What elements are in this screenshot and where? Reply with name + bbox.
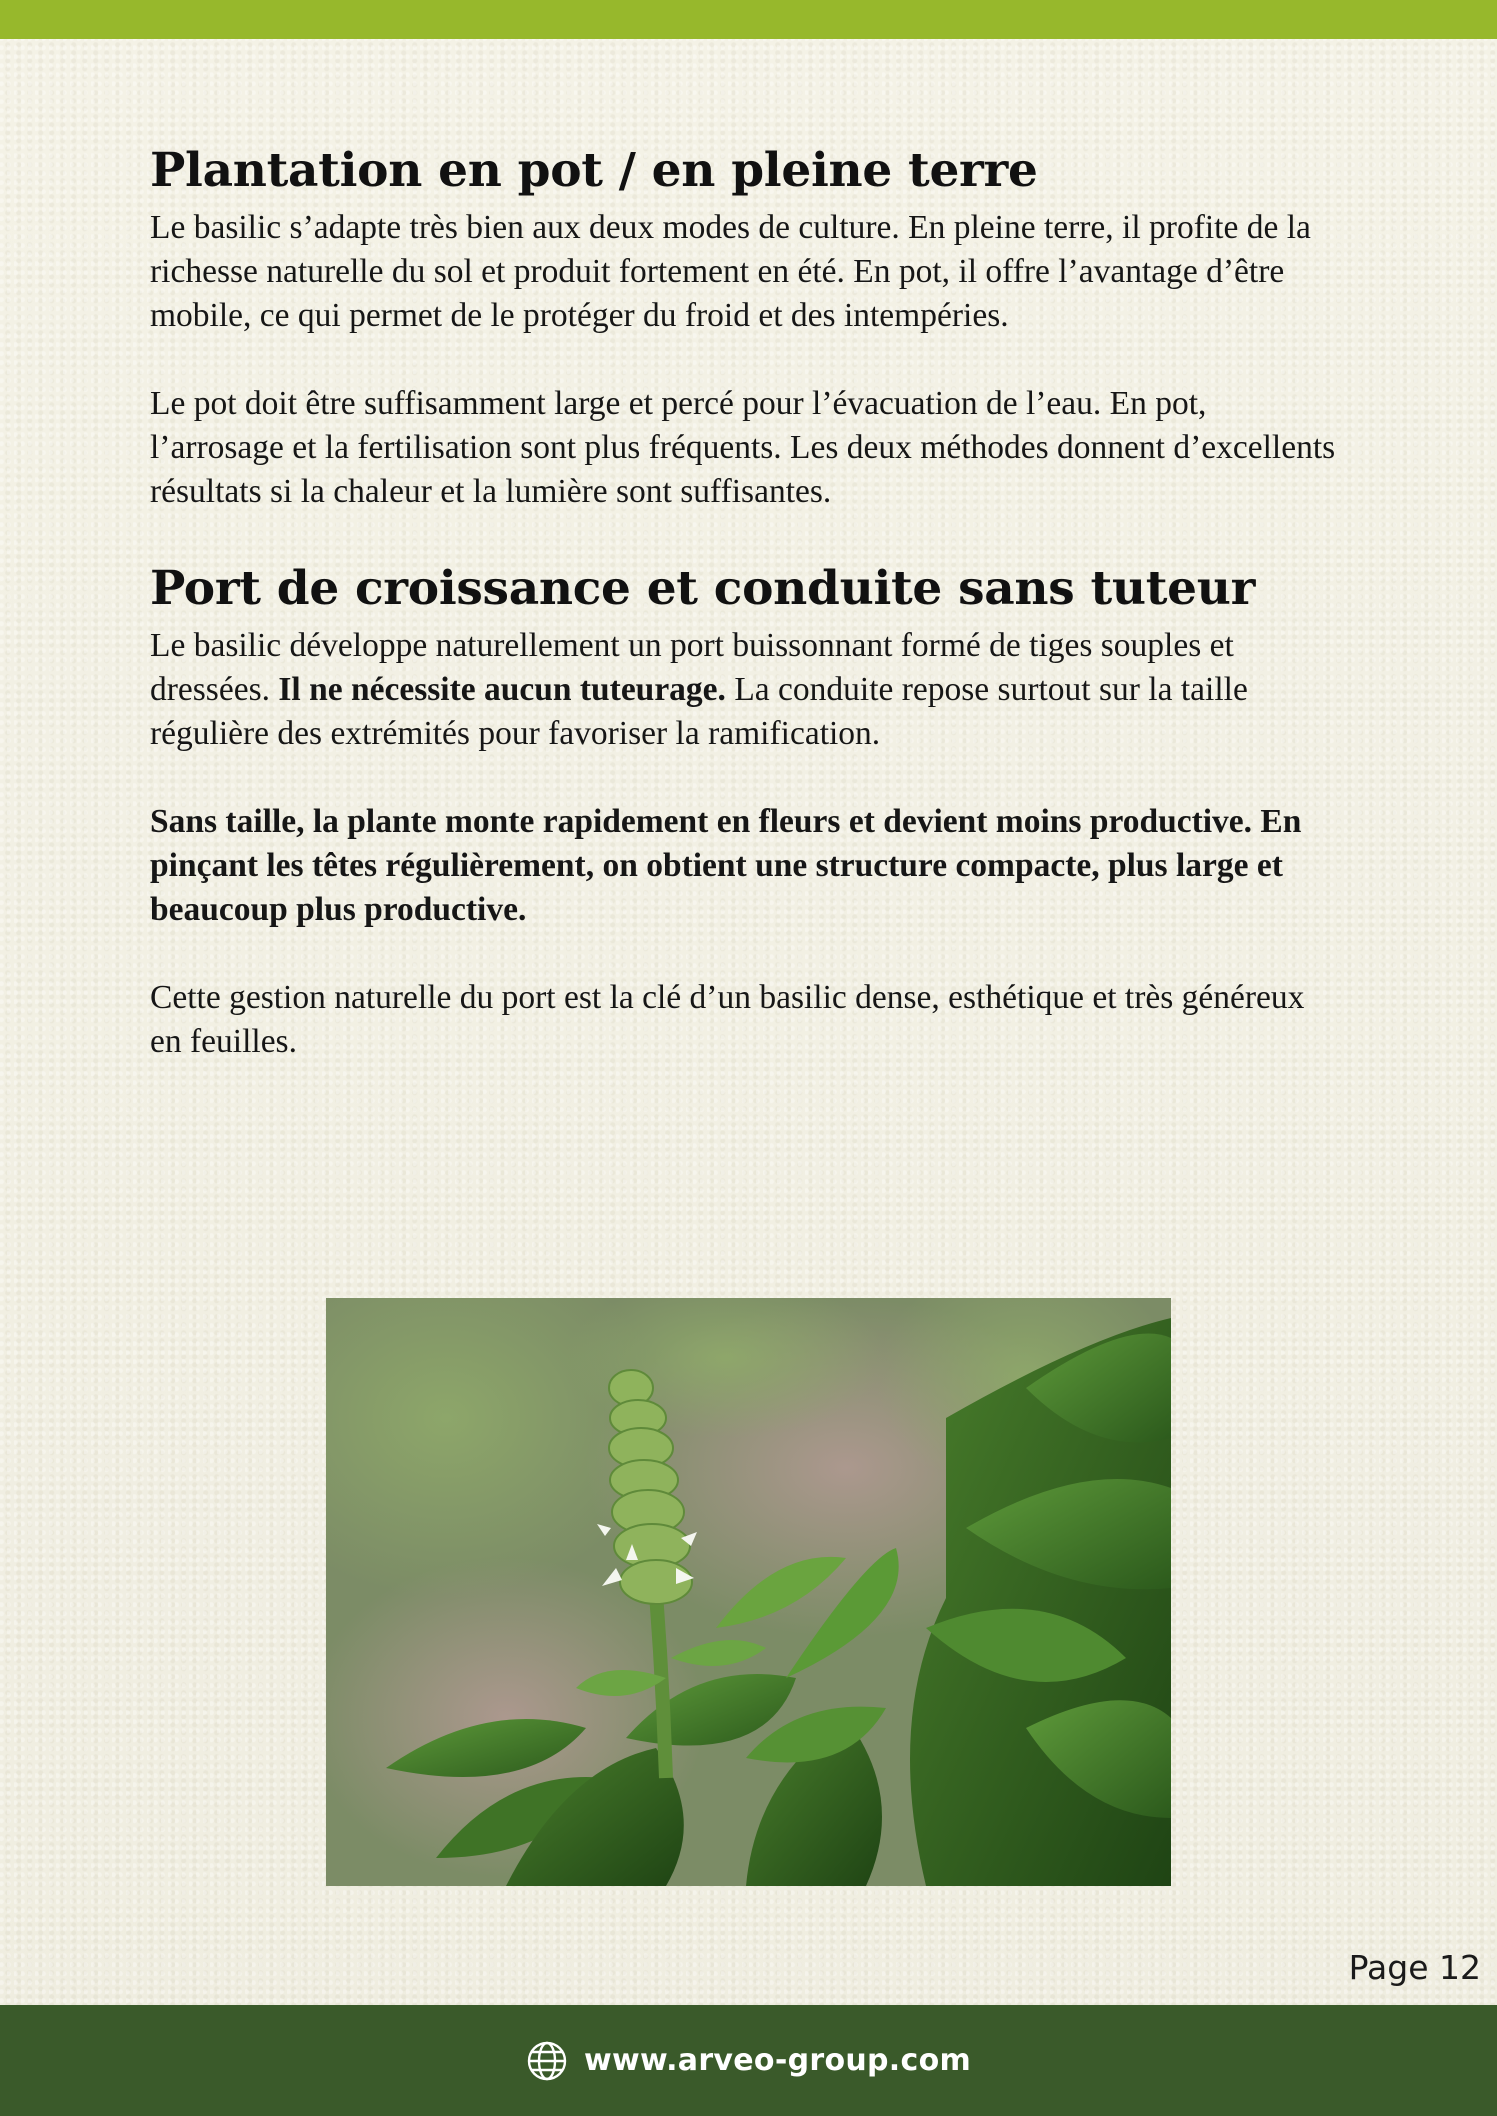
basil-flower-photo xyxy=(326,1298,1171,1886)
globe-icon xyxy=(526,2040,568,2082)
paragraph-conclusion: Cette gestion naturelle du port est la clé d’un basilic dense, esthétique et très généreux en feuilles. xyxy=(150,979,1305,1060)
page-content xyxy=(150,140,1340,1064)
section-title-planting: Plantation en pot / en pleine terre xyxy=(150,143,1038,198)
paragraph-pruning-emphasis: Sans taille, la plante monte rapidement en fleurs et devient moins productive. En pinçant les têtes régulièrement, on obtient une structure compacte, plus large et beaucoup plus productive. xyxy=(150,803,1302,928)
paragraph-planting-modes: Le basilic s’adapte très bien aux deux modes de culture. En pleine terre, il profite de la richesse naturelle du sol et produit fortement en été. En pot, il offre l’avantage d’être mobile, ce qui permet de le protéger du froid et des intempéries. xyxy=(150,209,1311,334)
paragraph-growth-habit xyxy=(150,624,1340,756)
footer-link[interactable] xyxy=(526,2040,971,2082)
growth-text-bold: Il ne nécessite aucun tuteurage. xyxy=(278,671,726,708)
website-url[interactable]: www.arveo-group.com xyxy=(583,2043,972,2078)
top-accent-bar xyxy=(0,0,1497,39)
footer-bar xyxy=(0,2005,1497,2116)
section-title-growth: Port de croissance et conduite sans tuteur xyxy=(150,561,1256,616)
growth-text-start: Le basilic développe naturellement un port buissonnant formé de tiges souples et dressées. xyxy=(150,627,1234,708)
paragraph-pot-requirements: Le pot doit être suffisamment large et percé pour l’évacuation de l’eau. En pot, l’arrosage et la fertilisation sont plus fréquents. Les deux méthodes donnent d’excellents résultats si la chaleur et la lumière sont suffisantes. xyxy=(150,385,1336,510)
page-number: Page 12 xyxy=(1348,1948,1481,1987)
growth-text-end: La conduite repose surtout sur la taille régulière des extrémités pour favoriser la ramification. xyxy=(150,671,1248,752)
